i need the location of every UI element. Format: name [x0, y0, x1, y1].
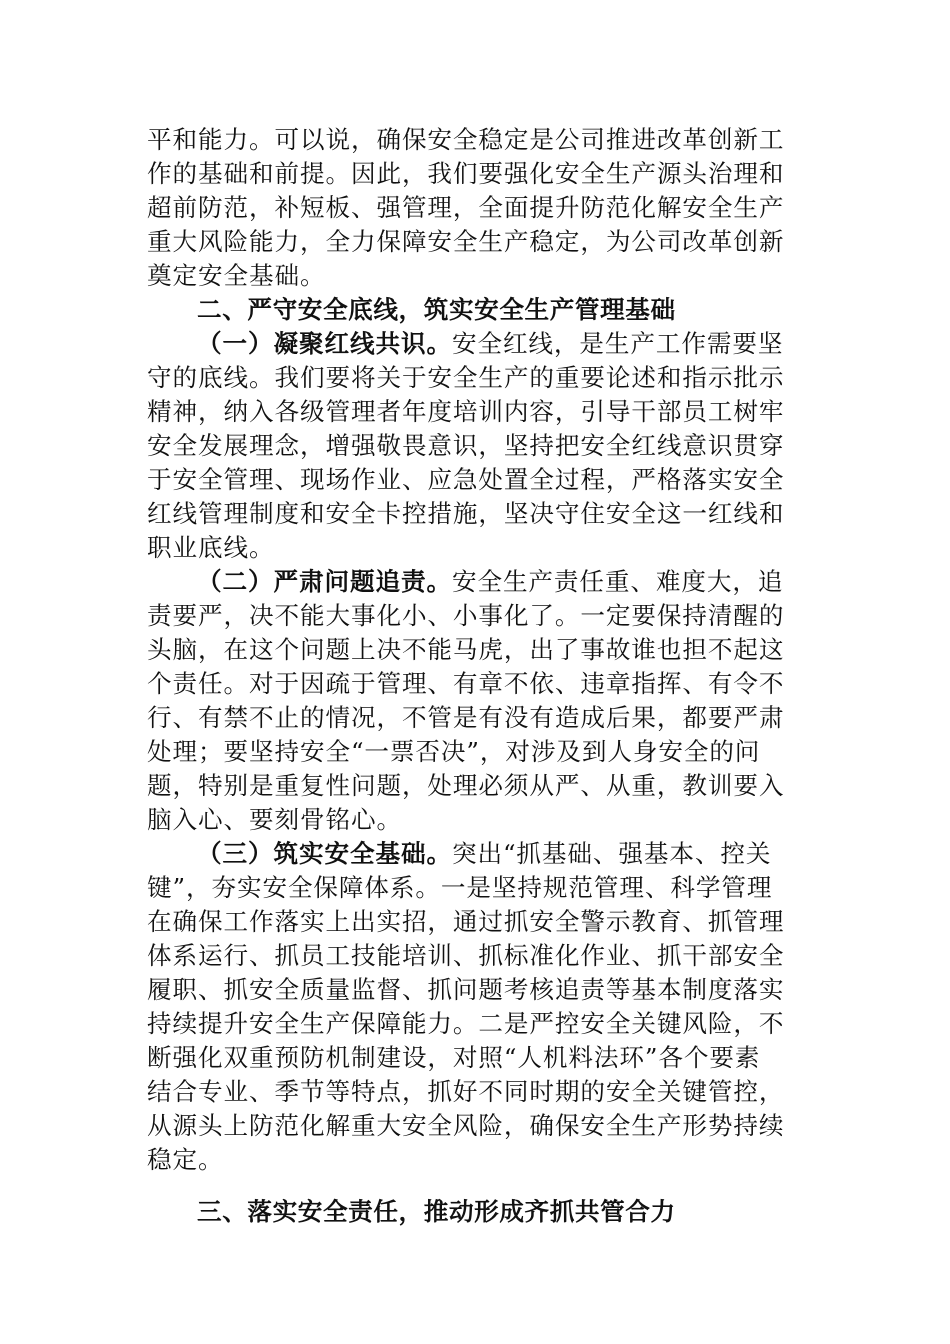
text-line: 稳定。	[147, 1145, 224, 1174]
text-line: 守的底线。我们要将关于安全生产的重要论述和指示批示	[147, 363, 785, 392]
text-line: 行、有禁不止的情况，不管是有没有造成后果，都要严肃	[147, 703, 785, 732]
text-line: 平和能力。可以说，确保安全稳定是公司推进改革创新工	[147, 125, 785, 154]
text-line: 重大风险能力，全力保障安全生产稳定，为公司改革创新	[147, 227, 785, 256]
text-line	[197, 839, 771, 869]
text-line	[197, 329, 783, 359]
section-heading: 三、落实安全责任，推动形成齐抓共管合力	[197, 1197, 676, 1226]
text-line: 奠定安全基础。	[147, 261, 326, 290]
item-lead: （三）筑实安全基础。	[197, 839, 452, 868]
item-lead: （二）严肃问题追责。	[197, 567, 452, 596]
text-line: 安全发展理念，增强敬畏意识，坚持把安全红线意识贯穿	[147, 431, 785, 460]
text-line: 处理；要坚持安全“一票否决”，对涉及到人身安全的问	[147, 737, 761, 766]
text-line: 脑入心、要刻骨铭心。	[147, 805, 402, 834]
section-heading: 二、严守安全底线，筑实安全生产管理基础	[197, 295, 676, 324]
item-first-line-text: 突出“抓基础、强基本、控关	[451, 839, 772, 868]
text-line: 于安全管理、现场作业、应急处置全过程，严格落实安全	[147, 465, 785, 494]
text-line: 个责任。对于因疏于管理、有章不依、违章指挥、有令不	[147, 669, 785, 698]
text-line: 持续提升安全生产保障能力。二是严控安全关键风险，不	[147, 1009, 785, 1038]
text-line: 题，特别是重复性问题，处理必须从严、从重，教训要入	[147, 771, 785, 800]
item-lead: （一）凝聚红线共识。	[197, 329, 452, 358]
text-line: 头脑，在这个问题上决不能马虎，出了事故谁也担不起这	[147, 635, 785, 664]
text-line: 键”，夯实安全保障体系。一是坚持规范管理、科学管理	[147, 873, 773, 902]
text-line: 在确保工作落实上出实招，通过抓安全警示教育、抓管理	[147, 907, 785, 936]
text-line: 红线管理制度和安全卡控措施，坚决守住安全这一红线和	[147, 499, 785, 528]
text-line: 精神，纳入各级管理者年度培训内容，引导干部员工树牢	[147, 397, 785, 426]
text-line: 作的基础和前提。因此，我们要强化安全生产源头治理和	[147, 159, 785, 188]
text-line: 职业底线。	[147, 533, 275, 562]
text-line: 断强化双重预防机制建设，对照“人机料法环”各个要素	[147, 1043, 761, 1072]
item-first-line-text: 安全生产责任重、难度大，追	[451, 567, 784, 596]
text-line: 超前防范，补短板、强管理，全面提升防范化解安全生产	[147, 193, 785, 222]
text-line: 体系运行、抓员工技能培训、抓标准化作业、抓干部安全	[147, 941, 785, 970]
text-line	[197, 567, 783, 597]
text-line: 从源头上防范化解重大安全风险，确保安全生产形势持续	[147, 1111, 785, 1140]
item-first-line-text: 安全红线，是生产工作需要坚	[451, 329, 784, 358]
text-line: 结合专业、季节等特点，抓好不同时期的安全关键管控，	[147, 1077, 785, 1106]
text-line: 履职、抓安全质量监督、抓问题考核追责等基本制度落实	[147, 975, 785, 1004]
text-line: 责要严，决不能大事化小、小事化了。一定要保持清醒的	[147, 601, 785, 630]
